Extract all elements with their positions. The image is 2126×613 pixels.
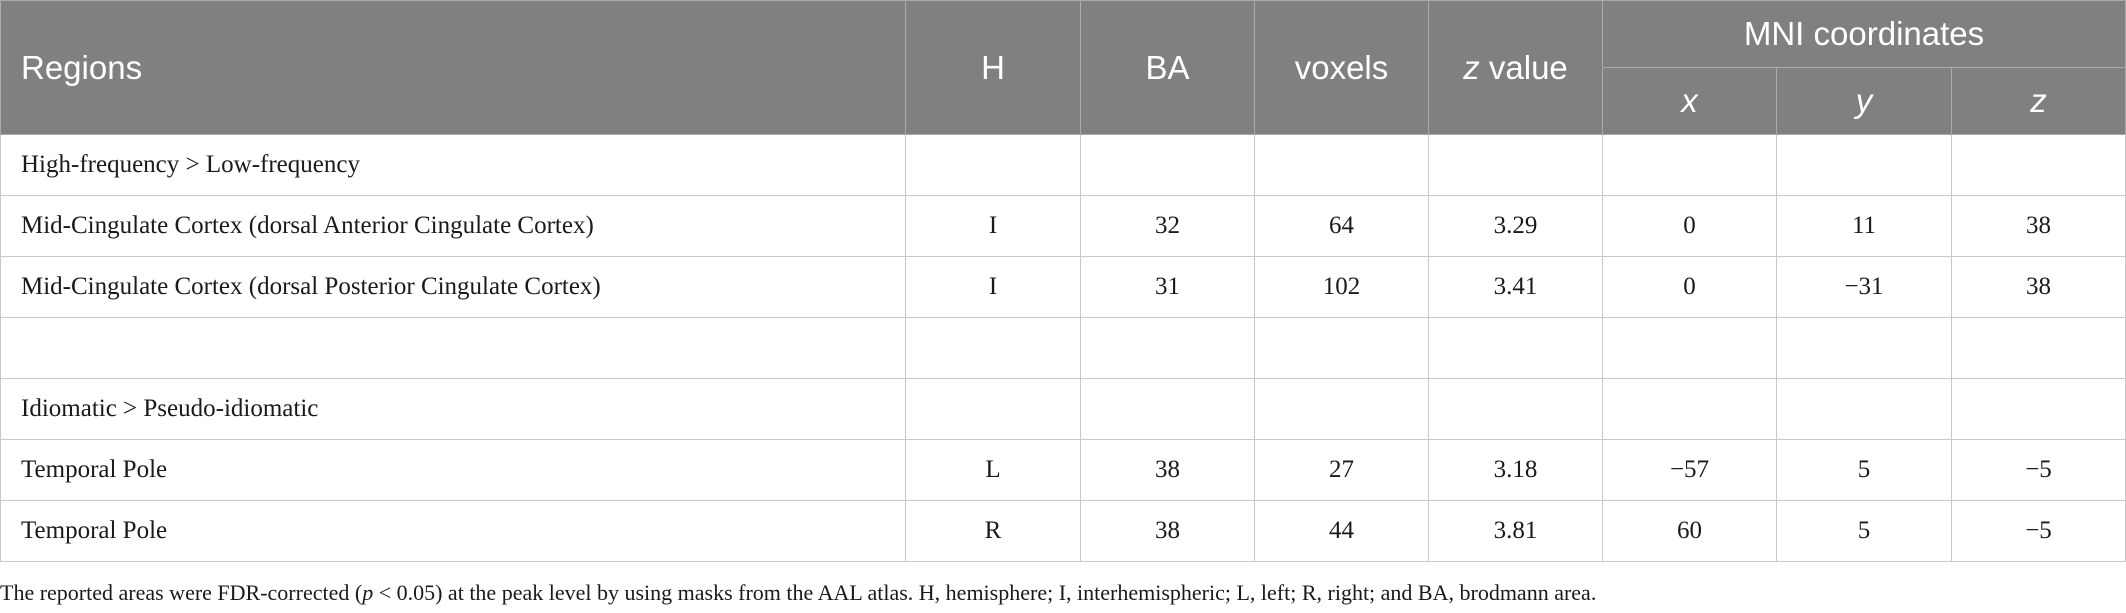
header-voxels: voxels	[1255, 1, 1429, 135]
table-row	[1, 440, 2126, 501]
header-h: H	[906, 1, 1081, 135]
cell-region: Mid-Cingulate Cortex (dorsal Posterior Cingulate Cortex)	[1, 257, 906, 318]
cell-h	[906, 318, 1081, 379]
cell-voxels	[1255, 379, 1429, 440]
cell-region: Temporal Pole	[1, 440, 906, 501]
cell-voxels: 44	[1255, 501, 1429, 562]
cell-z-value: 3.29	[1429, 196, 1603, 257]
cell-x: 0	[1603, 257, 1777, 318]
header-regions: Regions	[1, 1, 906, 135]
cell-z: 38	[1952, 196, 2126, 257]
cell-y: −31	[1777, 257, 1952, 318]
cell-z	[1952, 379, 2126, 440]
table-row	[1, 501, 2126, 562]
cell-h	[906, 135, 1081, 196]
header-y: y	[1777, 68, 1952, 135]
cell-h	[906, 379, 1081, 440]
cell-x	[1603, 135, 1777, 196]
cell-voxels: 64	[1255, 196, 1429, 257]
cell-ba: 32	[1081, 196, 1255, 257]
cell-z-value: 3.41	[1429, 257, 1603, 318]
table-row	[1, 379, 2126, 440]
cell-ba: 38	[1081, 501, 1255, 562]
cell-ba: 38	[1081, 440, 1255, 501]
header-row-1	[1, 1, 2126, 68]
cell-h: I	[906, 257, 1081, 318]
cell-y: 5	[1777, 440, 1952, 501]
table-row	[1, 318, 2126, 379]
cell-voxels: 27	[1255, 440, 1429, 501]
cell-z-value	[1429, 379, 1603, 440]
table-row	[1, 196, 2126, 257]
cell-region	[1, 318, 906, 379]
cell-y: 11	[1777, 196, 1952, 257]
cell-x	[1603, 379, 1777, 440]
cell-ba	[1081, 379, 1255, 440]
cell-voxels	[1255, 318, 1429, 379]
footnote-part2: < 0.05) at the peak level by using masks from the AAL atlas. H, hemisphere; I, interhemispheric; L, left; R, right; and BA, brodmann area.	[373, 580, 1597, 605]
cell-x: 60	[1603, 501, 1777, 562]
cell-y: 5	[1777, 501, 1952, 562]
cell-z-value	[1429, 135, 1603, 196]
cell-z: 38	[1952, 257, 2126, 318]
cell-h: I	[906, 196, 1081, 257]
footnote-p: p	[362, 580, 374, 605]
cell-x	[1603, 318, 1777, 379]
cell-h: R	[906, 501, 1081, 562]
table-footnote	[0, 580, 1596, 606]
header-z: z	[1952, 68, 2126, 135]
cell-region: Idiomatic > Pseudo-idiomatic	[1, 379, 906, 440]
cell-voxels	[1255, 135, 1429, 196]
cell-ba	[1081, 318, 1255, 379]
cell-z: −5	[1952, 501, 2126, 562]
cell-region: Mid-Cingulate Cortex (dorsal Anterior Cingulate Cortex)	[1, 196, 906, 257]
cell-ba	[1081, 135, 1255, 196]
cell-z: −5	[1952, 440, 2126, 501]
header-x: x	[1603, 68, 1777, 135]
table-row	[1, 257, 2126, 318]
table-row	[1, 135, 2126, 196]
cell-region: High-frequency > Low-frequency	[1, 135, 906, 196]
cell-y	[1777, 318, 1952, 379]
header-z-value-rest: value	[1479, 48, 1568, 86]
cell-ba: 31	[1081, 257, 1255, 318]
cell-region: Temporal Pole	[1, 501, 906, 562]
cell-y	[1777, 135, 1952, 196]
cell-z	[1952, 135, 2126, 196]
cell-z-value	[1429, 318, 1603, 379]
cell-z	[1952, 318, 2126, 379]
cell-z-value: 3.81	[1429, 501, 1603, 562]
footnote-part1: The reported areas were FDR-corrected (	[0, 580, 363, 605]
header-z-value-italic: z	[1463, 48, 1480, 86]
cell-h: L	[906, 440, 1081, 501]
header-mni-coordinates: MNI coordinates	[1603, 1, 2126, 68]
cell-x: 0	[1603, 196, 1777, 257]
cell-x: −57	[1603, 440, 1777, 501]
header-ba: BA	[1081, 1, 1255, 135]
cell-y	[1777, 379, 1952, 440]
cell-voxels: 102	[1255, 257, 1429, 318]
cell-z-value: 3.18	[1429, 440, 1603, 501]
header-z-value	[1429, 1, 1603, 135]
